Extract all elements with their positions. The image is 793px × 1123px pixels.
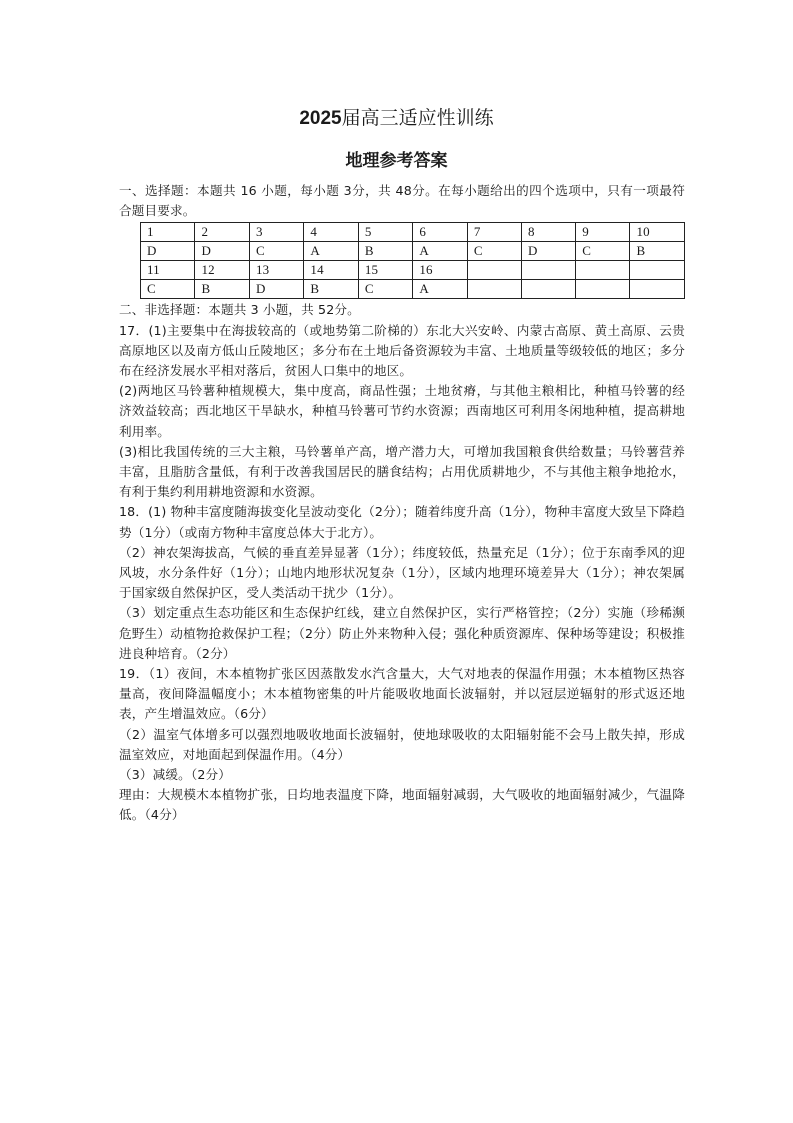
document-title xyxy=(0,106,793,131)
document-subtitle: 地理参考答案 xyxy=(345,151,448,171)
answer-table-cell: A xyxy=(413,242,467,261)
answer-table-cell: 4 xyxy=(304,223,358,242)
answer-table-cell: 11 xyxy=(141,261,195,280)
answer-table-cell: 5 xyxy=(358,223,412,242)
answer-table-cell: 16 xyxy=(413,261,467,280)
answer-table-cell: C xyxy=(576,242,630,261)
answer-table-cell: A xyxy=(413,280,467,299)
answer-17-2: (2)两地区马铃薯种植规模大，集中度高，商品性强；土地贫瘠，与其他主粮相比，种植马铃薯的经济效益较高；西北地区干旱缺水，种植马铃薯可节约水资源；西南地区可利用冬闲地种植，提高耕地利用率。 xyxy=(119,383,685,439)
answer-table-cell xyxy=(522,261,576,280)
answer-19-3-reason: 理由：大规模木本植物扩张，日均地表温度下降，地面辐射减弱，大气吸收的地面辐射减少，气温降低。（4分） xyxy=(119,787,685,823)
answer-18-3: （3）划定重点生态功能区和生态保护红线，建立自然保护区，实行严格管控；（2分）实施（珍稀濒危野生）动植物抢救保护工程；（2分）防止外来物种入侵；强化种质资源库、保种场等建设；积极推进良种培育。（2分） xyxy=(119,605,685,661)
answer-table-cell: A xyxy=(304,242,358,261)
answer-table-cell: 10 xyxy=(630,223,685,242)
answer-19-2: （2）温室气体增多可以强烈地吸收地面长波辐射，使地球吸收的太阳辐射能不会马上散失掉，形成温室效应，对地面起到保温作用。（4分） xyxy=(119,726,685,762)
answer-key-table xyxy=(140,222,685,299)
answer-table-cell xyxy=(522,280,576,299)
answer-table-row xyxy=(141,280,685,299)
answer-table-cell: 2 xyxy=(195,223,249,242)
answer-table-cell: C xyxy=(141,280,195,299)
answer-table-cell: 12 xyxy=(195,261,249,280)
answer-19-3: （3）减缓。（2分） xyxy=(119,767,231,783)
answer-table-cell: B xyxy=(304,280,358,299)
answer-table-cell: B xyxy=(195,280,249,299)
answer-table-cell xyxy=(576,261,630,280)
answer-table-cell xyxy=(576,280,630,299)
answer-19-1: 19．（1）夜间，木本植物扩张区因蒸散发水汽含量大，大气对地表的保温作用强；木本植物区热容量高，夜间降温幅度小；木本植物密集的叶片能吸收地面长波辐射，并以冠层逆辐射的形式返还地表，产生增温效应。（6分） xyxy=(119,666,685,722)
answer-table-cell xyxy=(630,261,685,280)
answer-table-cell: B xyxy=(358,242,412,261)
answer-table-cell: 7 xyxy=(467,223,521,242)
answer-table-cell: C xyxy=(249,242,303,261)
title-year: 2025 xyxy=(299,108,342,129)
answer-table-cell: C xyxy=(467,242,521,261)
answer-table-cell: 14 xyxy=(304,261,358,280)
answer-table-cell xyxy=(467,280,521,299)
answer-table-cell: 6 xyxy=(413,223,467,242)
answer-table-cell: 15 xyxy=(358,261,412,280)
answer-table-cell: D xyxy=(249,280,303,299)
answer-table-row xyxy=(141,223,685,242)
answer-table-cell: D xyxy=(195,242,249,261)
answer-table-cell: 9 xyxy=(576,223,630,242)
document-body xyxy=(119,181,685,826)
answer-table-cell: D xyxy=(522,242,576,261)
title-text: 届高三适应性训练 xyxy=(341,107,494,129)
answer-table-cell: D xyxy=(141,242,195,261)
answer-table-cell: C xyxy=(358,280,412,299)
answer-table-cell xyxy=(630,280,685,299)
answer-table-cell: B xyxy=(630,242,685,261)
answer-18-1: 18．(1) 物种丰富度随海拔变化呈波动变化（2分）；随着纬度升高（1分），物种丰富度大致呈下降趋势（1分）（或南方物种丰富度总体大于北方）。 xyxy=(119,504,685,540)
answer-table-row xyxy=(141,242,685,261)
answer-table-cell: 1 xyxy=(141,223,195,242)
section-2-intro: 二、非选择题：本题共 3 小题，共 52分。 xyxy=(119,302,360,318)
answer-17-1: 17．(1)主要集中在海拔较高的（或地势第二阶梯的）东北大兴安岭、内蒙古高原、黄土高原、云贵高原地区以及南方低山丘陵地区；多分布在土地后备资源较为丰富、土地质量等级较低的地区；多分布在经济发展水平相对落后，贫困人口集中的地区。 xyxy=(119,322,685,379)
answer-table-cell xyxy=(467,261,521,280)
section-1-intro: 一、选择题：本题共 16 小题，每小题 3分，共 48分。在每小题给出的四个选项中，只有一项最符合题目要求。 xyxy=(119,183,685,219)
answer-table-cell: 8 xyxy=(522,223,576,242)
answer-table-cell: 13 xyxy=(249,261,303,280)
answer-17-3: (3)相比我国传统的三大主粮，马铃薯单产高，增产潜力大，可增加我国粮食供给数量；马铃薯营养丰富，且脂肪含量低，有利于改善我国居民的膳食结构；占用优质耕地少，不与其他主粮争地抢水，有利于集约利用耕地资源和水资源。 xyxy=(119,443,685,500)
answer-18-2: （2）神农架海拔高，气候的垂直差异显著（1分）；纬度较低，热量充足（1分）；位于东南季风的迎风坡，水分条件好（1分）；山地内地形状况复杂（1分），区域内地理环境差异大（1分）；神农架属于国家级自然保护区，受人类活动干扰少（1分）。 xyxy=(119,544,685,601)
answer-table-cell: 3 xyxy=(249,223,303,242)
answer-table-row xyxy=(141,261,685,280)
